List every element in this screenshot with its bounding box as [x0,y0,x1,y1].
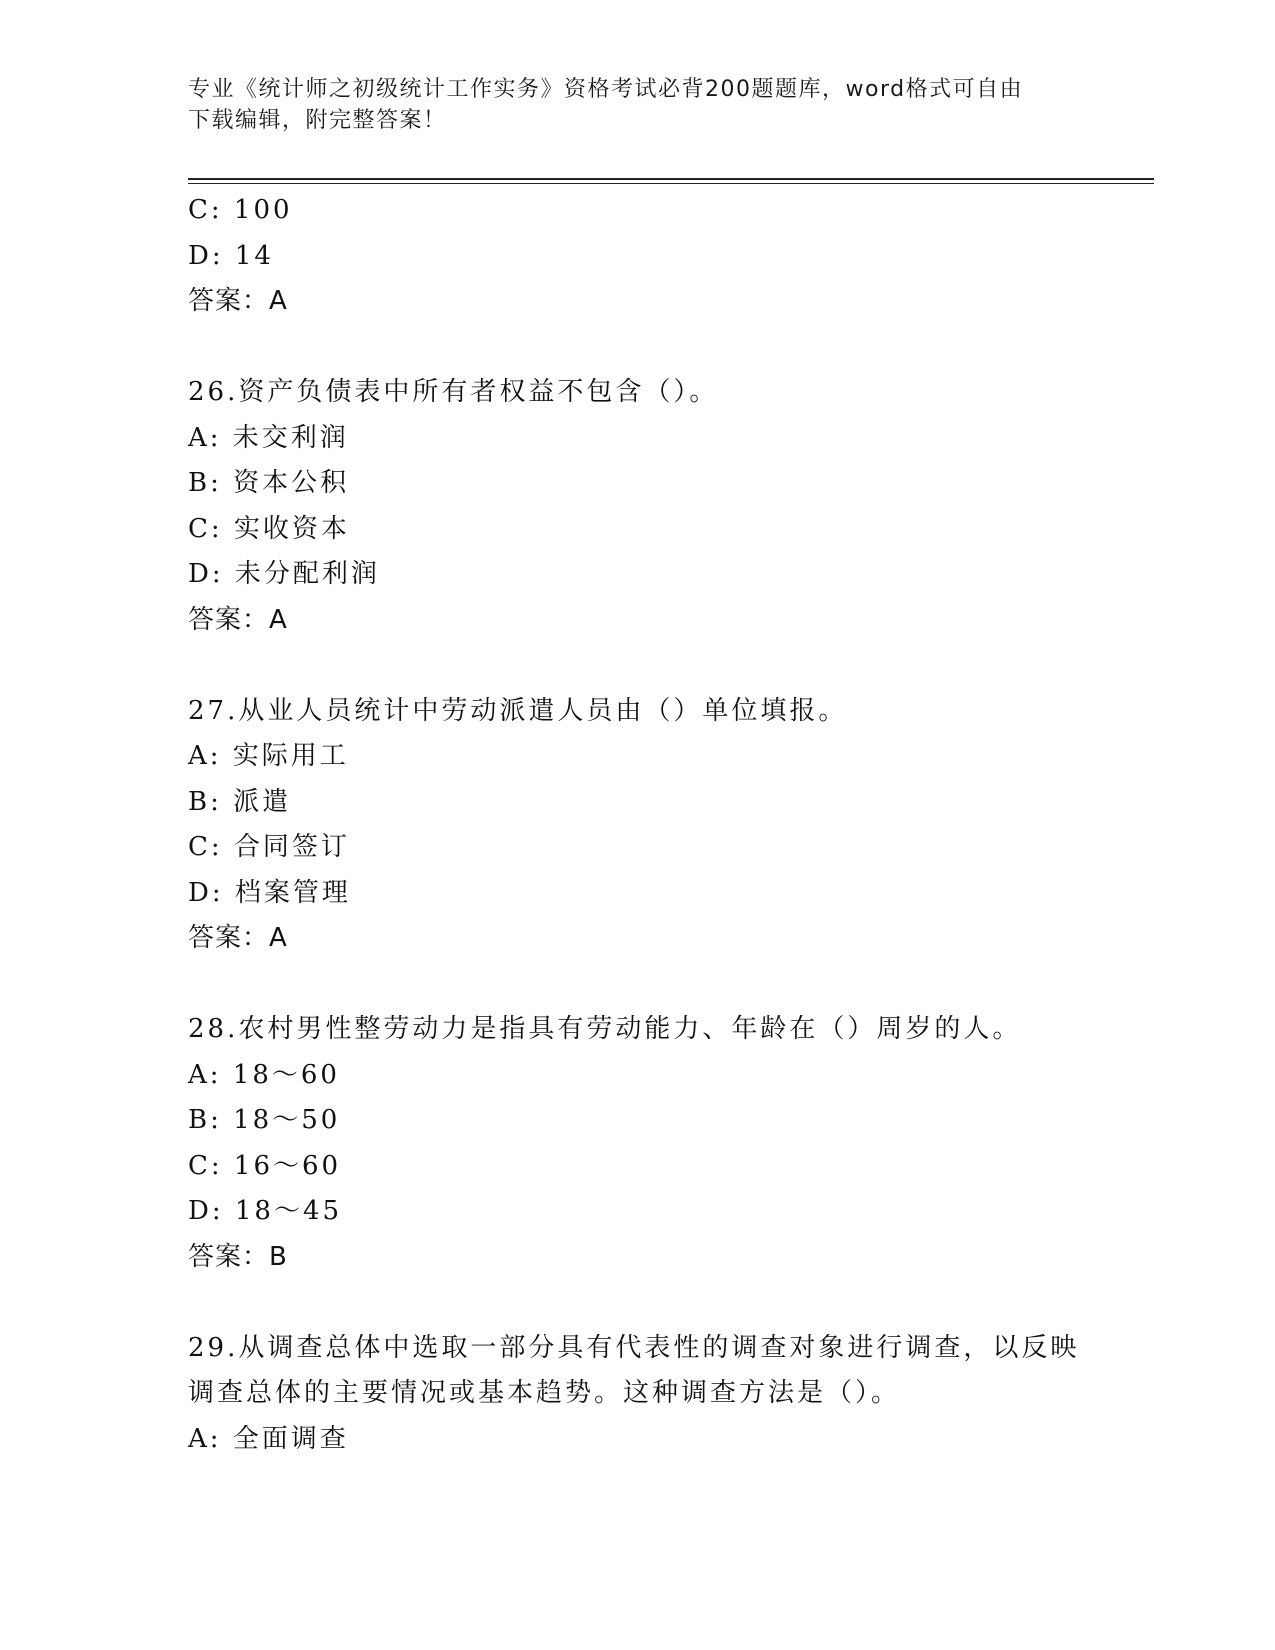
document-header [188,74,1068,136]
option-d: D: 档案管理 [188,877,351,908]
option-a: A: 18～60 [188,1059,340,1090]
question-text: 29.从调查总体中选取一部分具有代表性的调查对象进行调查，以反映 [188,1332,1080,1363]
option-d: D: 14 [188,240,274,271]
question-text: 27.从业人员统计中劳动派遣人员由（）单位填报。 [188,695,848,726]
option-a: A: 未交利润 [188,422,349,453]
option-d: D: 18～45 [188,1196,343,1226]
answer-line: 答案：B [188,1241,288,1272]
header-divider-thick [188,178,1154,180]
option-c: C: 实收资本 [188,513,350,544]
option-b: B: 派遣 [188,786,292,817]
answer-line: 答案：A [188,286,288,316]
option-b: B: 18～50 [188,1105,341,1135]
option-a: A: 全面调查 [188,1423,349,1454]
question-block-27 [188,689,1154,962]
question-block-29 [188,1326,1154,1463]
answer-line: 答案：A [188,604,288,635]
question-block-28 [188,1007,1154,1280]
header-line-2: 下载编辑，附完整答案！ [188,108,447,133]
option-a: A: 实际用工 [188,741,349,771]
answer-line: 答案：A [188,923,288,953]
question-text: 26.资产负债表中所有者权益不包含（）。 [188,377,719,407]
option-b: B: 资本公积 [188,468,350,498]
option-c: C: 合同签订 [188,832,350,862]
question-list [188,188,1154,1462]
option-c: C: 16～60 [188,1150,342,1181]
header-divider-thin [188,183,1154,184]
header-line-1: 专业《统计师之初级统计工作实务》资格考试必背200题题库，word格式可自由 [188,77,1024,102]
question-block-26 [188,370,1154,643]
question-text: 28.农村男性整劳动力是指具有劳动能力、年龄在（）周岁的人。 [188,1014,1022,1044]
option-c: C: 100 [188,195,293,225]
option-d: D: 未分配利润 [188,559,380,589]
question-text-continued: 调查总体的主要情况或基本趋势。这种调查方法是（）。 [188,1378,901,1408]
question-block-partial [188,188,1154,325]
